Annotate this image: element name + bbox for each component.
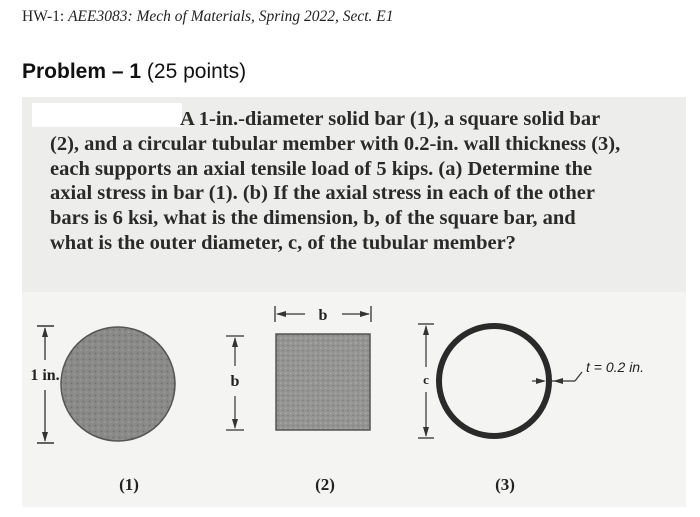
bar2-width-label: b	[318, 307, 328, 324]
cross-section-figure	[22, 292, 686, 507]
bar1-diameter-label: 1 in.	[30, 367, 60, 384]
header-course: AEE3083: Mech of Materials, Spring 2022, Sect. E1	[68, 8, 394, 25]
bar1-label: (1)	[119, 475, 139, 494]
statement-line: what is the outer diameter, c, of the tubular member?	[50, 231, 516, 254]
bar3-cross-section	[418, 324, 582, 438]
statement-line: A 1-in.-diameter solid bar (1), a square solid bar	[180, 108, 601, 130]
bar2-height-label: b	[230, 373, 240, 390]
problem-title	[22, 60, 246, 84]
course-header	[22, 8, 394, 26]
bar3-label: (3)	[495, 475, 515, 494]
statement-line: each supports an axial tensile load of 5 kips. (a) Determine the	[50, 157, 593, 180]
problem-statement	[50, 107, 662, 256]
header-prefix: HW-1:	[22, 8, 69, 25]
bar1-cross-section	[37, 326, 175, 443]
statement-line: (2), and a circular tubular member with 0.2-in. wall thickness (3),	[50, 132, 621, 155]
bar3-thickness-label: t = 0.2 in.	[586, 359, 644, 375]
figure-svg	[22, 292, 686, 507]
bar2-cross-section	[226, 306, 371, 430]
problem-points: (25 points)	[141, 60, 247, 83]
scanned-problem-image	[22, 97, 686, 507]
bar2-label: (2)	[315, 475, 335, 494]
statement-line: axial stress in bar (1). (b) If the axial stress in each of the other	[50, 182, 595, 205]
bar3-diameter-label: c	[423, 372, 429, 387]
statement-line: bars is 6 ksi, what is the dimension, b, of the square bar, and	[50, 207, 576, 230]
problem-number: Problem – 1	[22, 60, 142, 83]
